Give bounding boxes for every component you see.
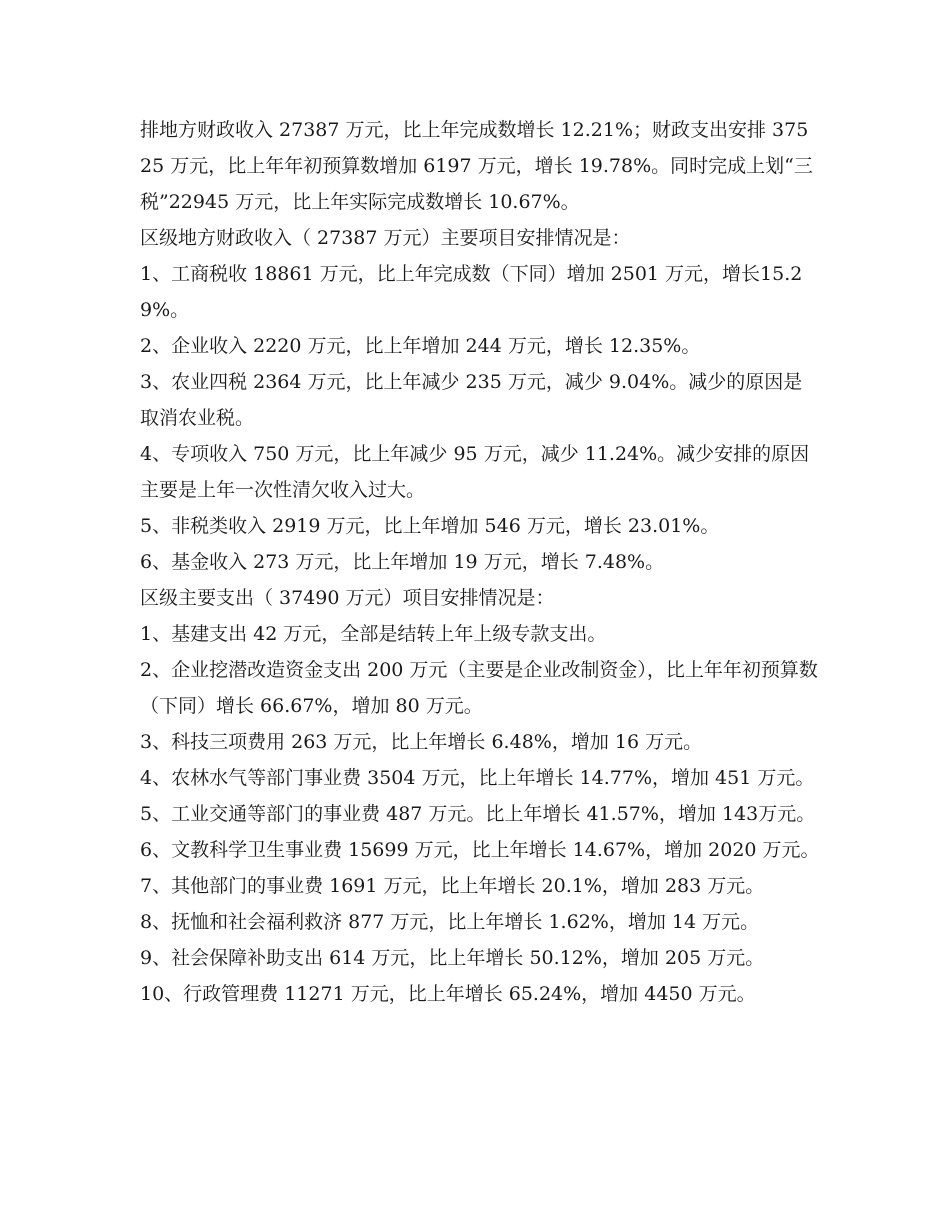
list-item-revenue-1: 1、工商税收 18861 万元，比上年完成数（下同）增加 2501 万元，增长15.29%。	[140, 263, 803, 321]
list-item-revenue-3: 3、农业四税 2364 万元，比上年减少 235 万元，减少 9.04%。减少的原因是取消农业税。	[140, 371, 803, 429]
list-item-expenditure-1: 1、基建支出 42 万元，全部是结转上年上级专款支出。	[140, 623, 607, 645]
list-item-expenditure-7: 7、其他部门的事业费 1691 万元，比上年增长 20.1%，增加 283 万元。	[140, 875, 765, 897]
list-item-expenditure-10: 10、行政管理费 11271 万元，比上年增长 65.24%，增加 4450 万元。	[140, 983, 756, 1005]
list-item-revenue-4: 4、专项收入 750 万元，比上年减少 95 万元，减少 11.24%。减少安排的原因主要是上年一次性清欠收入过大。	[140, 443, 810, 501]
list-item-revenue-6: 6、基金收入 273 万元，比上年增加 19 万元，增长 7.48%。	[140, 551, 665, 573]
list-item-expenditure-9: 9、社会保障补助支出 614 万元，比上年增长 50.12%，增加 205 万元。	[140, 947, 765, 969]
list-item-expenditure-3: 3、科技三项费用 263 万元，比上年增长 6.48%，增加 16 万元。	[140, 731, 703, 753]
list-item-expenditure-2: 2、企业挖潜改造资金支出 200 万元（主要是企业改制资金），比上年年初预算数（下同）增长 66.67%，增加 80 万元。	[140, 659, 818, 717]
document-body	[140, 112, 820, 1012]
paragraph-budget-summary: 排地方财政收入 27387 万元，比上年完成数增长 12.21%；财政支出安排 37525 万元，比上年年初预算数增加 6197 万元，增长 19.78%。同时完成上划“三税”22945 万元，比上年实际完成数增长 10.67%。	[140, 119, 813, 213]
list-item-expenditure-8: 8、抚恤和社会福利救济 877 万元，比上年增长 1.62%，增加 14 万元。	[140, 911, 760, 933]
list-item-expenditure-4: 4、农林水气等部门事业费 3504 万元，比上年增长 14.77%，增加 451 万元。	[140, 767, 815, 789]
list-item-revenue-5: 5、非税类收入 2919 万元，比上年增加 546 万元，增长 23.01%。	[140, 515, 720, 537]
paragraph-revenue-heading: 区级地方财政收入（ 27387 万元）主要项目安排情况是：	[140, 227, 631, 249]
list-item-expenditure-6: 6、文教科学卫生事业费 15699 万元，比上年增长 14.67%，增加 2020 万元。	[140, 839, 820, 861]
list-item-revenue-2: 2、企业收入 2220 万元，比上年增加 244 万元，增长 12.35%。	[140, 335, 701, 357]
list-item-expenditure-5: 5、工业交通等部门的事业费 487 万元。比上年增长 41.57%，增加 143万元。	[140, 803, 816, 825]
paragraph-expenditure-heading: 区级主要支出（ 37490 万元）项目安排情况是：	[140, 587, 555, 609]
